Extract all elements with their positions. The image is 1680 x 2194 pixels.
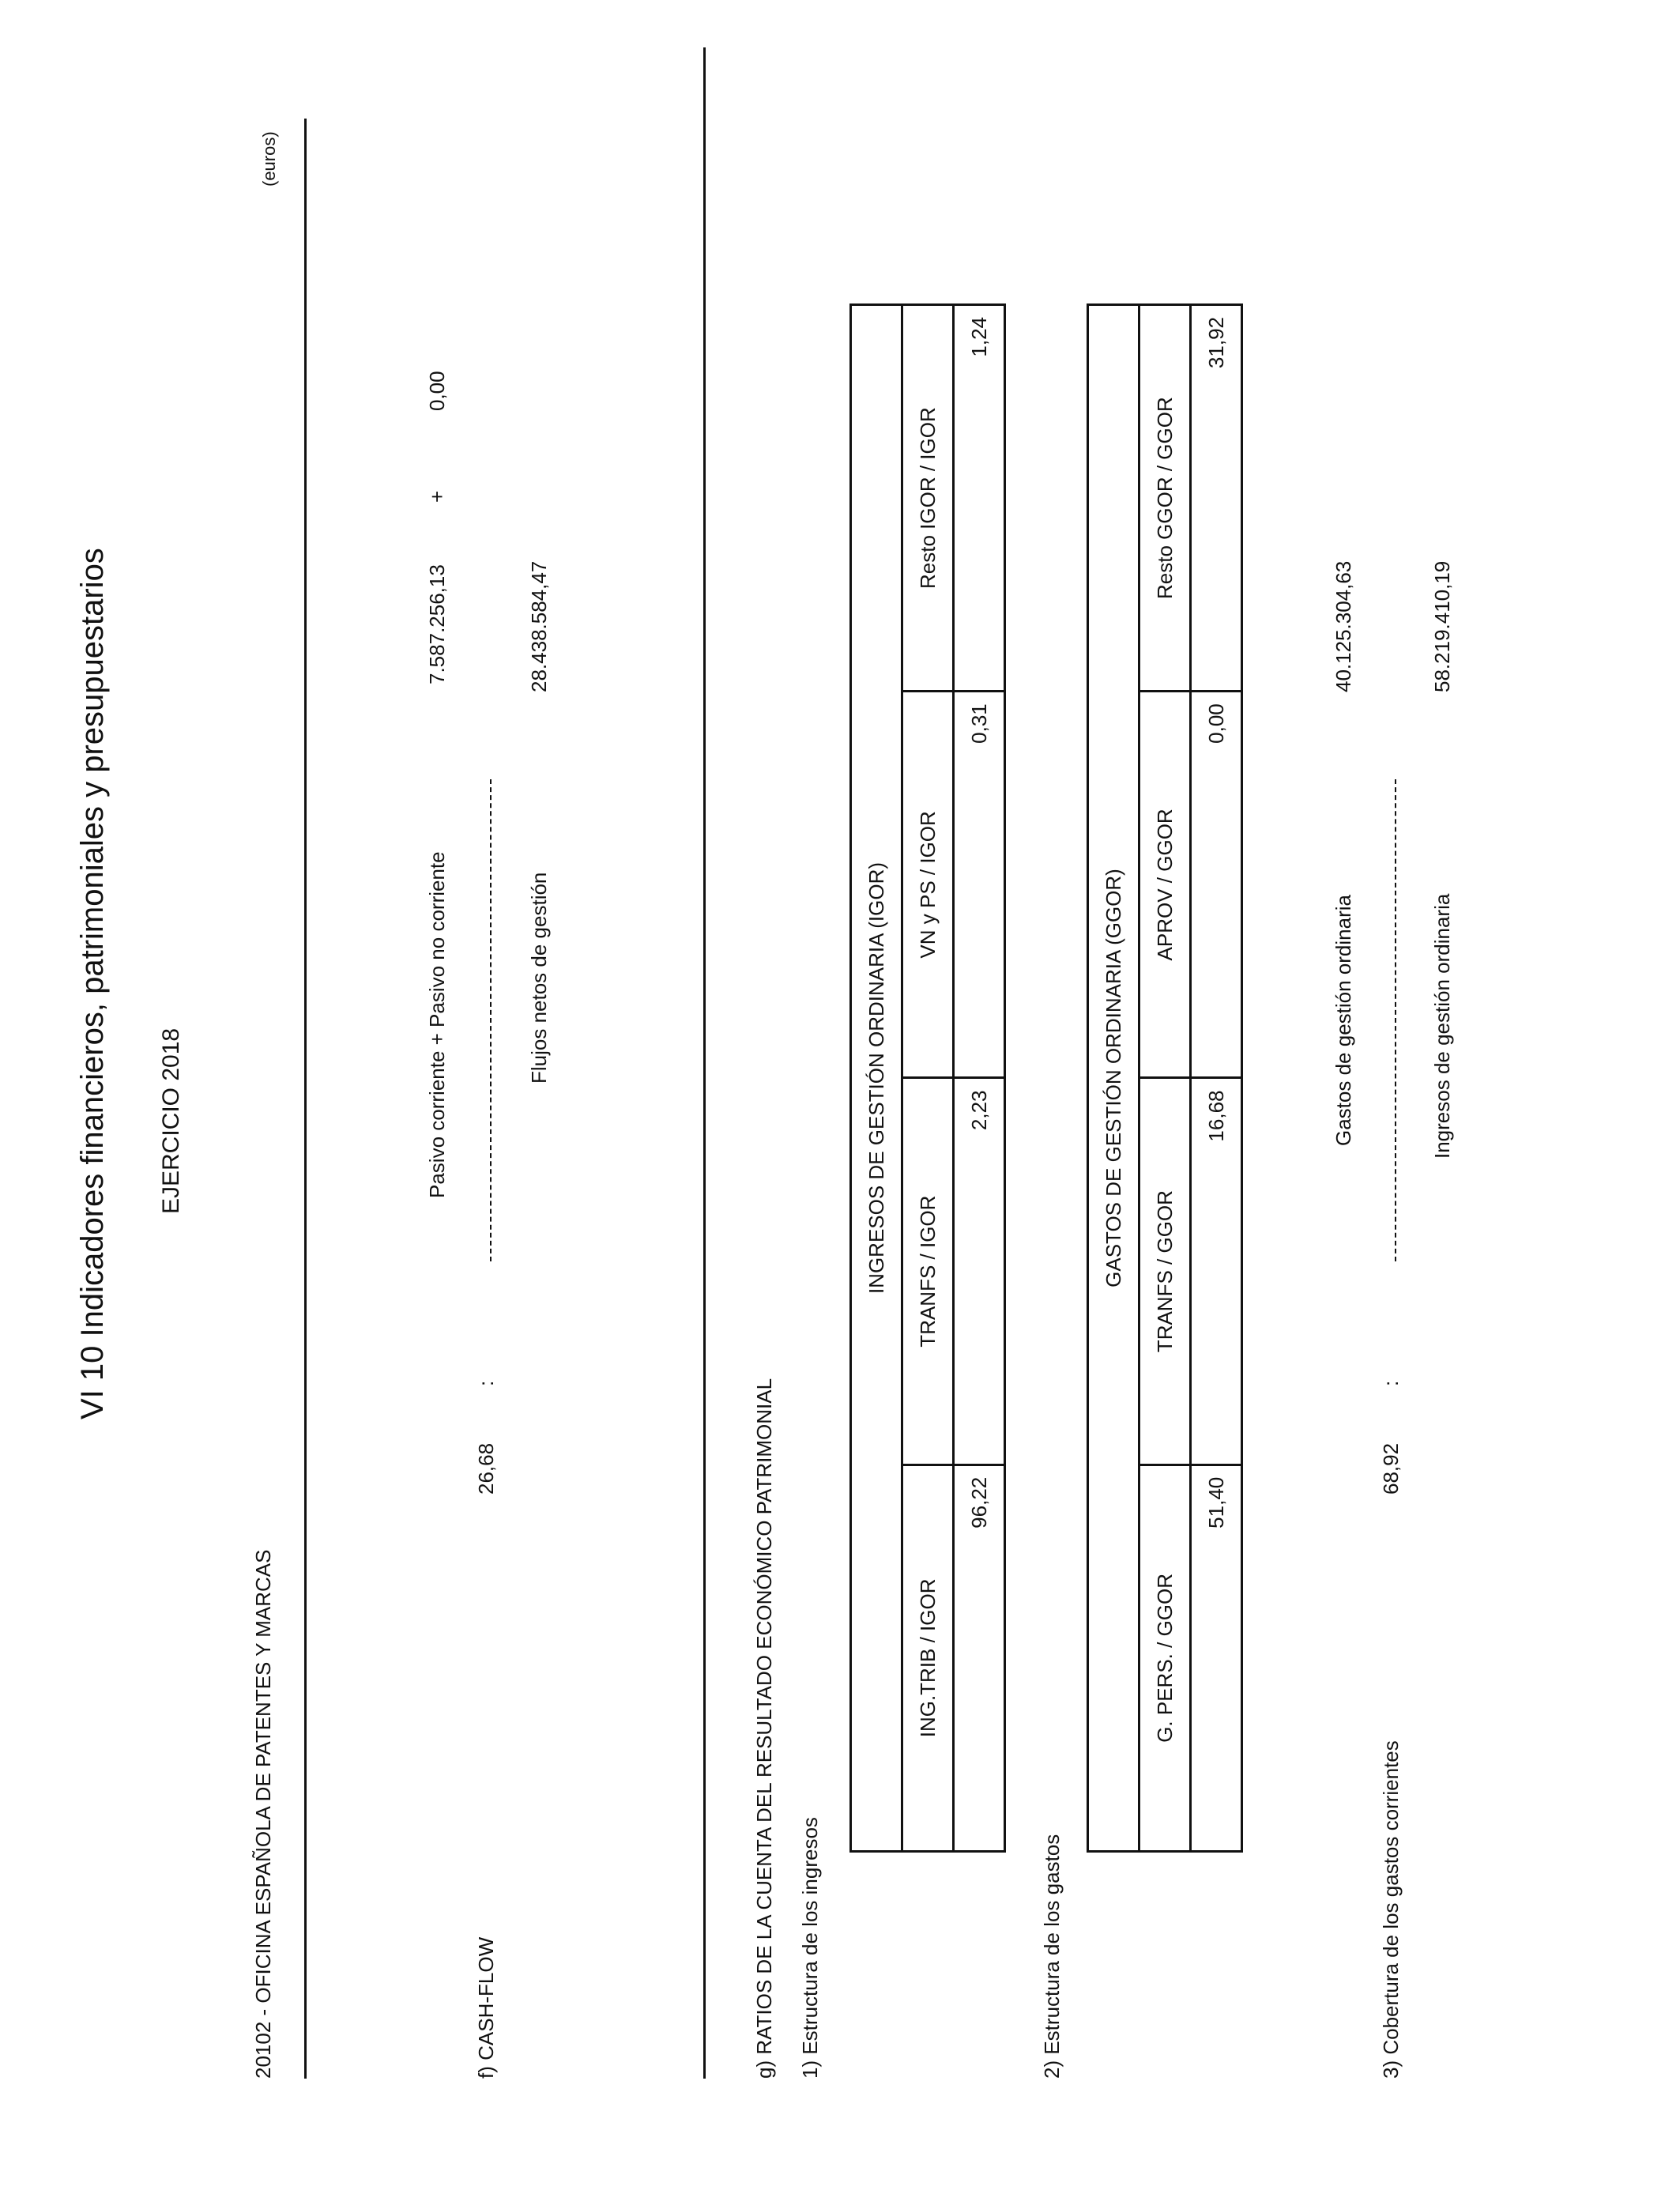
header-rule xyxy=(304,119,307,2079)
ingresos-value-vn-ps: 0,31 xyxy=(954,692,1005,1078)
section-g-title: g) RATIOS DE LA CUENTA DEL RESULTADO ECONÓMICO PATRIMONIAL xyxy=(752,1378,776,2079)
ingresos-header-row xyxy=(902,305,954,1852)
gastos-header-resto: Resto GGOR / GGOR xyxy=(1139,305,1191,692)
ingresos-table xyxy=(849,303,1006,1853)
cash-flow-value: 26,68 xyxy=(474,1442,498,1495)
gastos-value-g-pers: 51,40 xyxy=(1191,1465,1242,1851)
cobertura-fraction-bar xyxy=(1395,779,1396,1261)
cash-flow-plus: + xyxy=(425,490,449,503)
ingresos-header-vn-ps: VN y PS / IGOR xyxy=(902,692,954,1078)
gastos-value-aprov: 0,00 xyxy=(1191,692,1242,1078)
ingresos-value-row xyxy=(954,305,1005,1852)
gastos-header-row xyxy=(1139,305,1191,1852)
cash-flow-numerator-label: Pasivo corriente + Pasivo no corriente xyxy=(425,851,449,1198)
ingresos-header-resto: Resto IGOR / IGOR xyxy=(902,305,954,692)
cobertura-denominator-label: Ingresos de gestión ordinaria xyxy=(1430,893,1454,1159)
ingresos-title-row xyxy=(851,305,902,1852)
cash-flow-numerator-value-2: 0,00 xyxy=(425,371,449,411)
cash-flow-fraction-bar xyxy=(490,779,492,1261)
cobertura-denominator-value: 58.219.410,19 xyxy=(1430,560,1454,692)
gastos-header-g-pers: G. PERS. / GGOR xyxy=(1139,1465,1191,1851)
cash-flow-denominator-value: 28.438.584,47 xyxy=(527,560,551,692)
entity-name: 20102 - OFICINA ESPAÑOLA DE PATENTES Y MARCAS xyxy=(251,1549,275,2079)
gastos-label: 2) Estructura de los gastos xyxy=(1040,1834,1064,2079)
cash-flow-label: f) CASH-FLOW xyxy=(474,1936,498,2079)
cobertura-numerator-label: Gastos de gestión ordinaria xyxy=(1332,895,1355,1146)
gastos-header-aprov: APROV / GGOR xyxy=(1139,692,1191,1078)
gastos-header-tranfs: TRANFS / GGOR xyxy=(1139,1078,1191,1465)
ingresos-value-ing-trib: 96,22 xyxy=(954,1465,1005,1851)
cash-flow-numerator-value-1: 7.587.256,13 xyxy=(425,564,449,684)
ingresos-table-title: INGRESOS DE GESTIÓN ORDINARIA (IGOR) xyxy=(851,305,902,1852)
gastos-table xyxy=(1087,303,1243,1853)
units-label: (euros) xyxy=(259,131,279,187)
section-rule xyxy=(703,47,706,2079)
cobertura-label: 3) Cobertura de los gastos corrientes xyxy=(1379,1740,1403,2079)
ingresos-value-tranfs: 2,23 xyxy=(954,1078,1005,1465)
gastos-value-resto: 31,92 xyxy=(1191,305,1242,692)
cobertura-value: 68,92 xyxy=(1379,1442,1403,1495)
ingresos-value-resto: 1,24 xyxy=(954,305,1005,692)
cobertura-numerator-value: 40.125.304,63 xyxy=(1332,560,1355,692)
ingresos-header-tranfs: TRANFS / IGOR xyxy=(902,1078,954,1465)
exercise-year: EJERCICIO 2018 xyxy=(158,1027,184,1214)
ingresos-header-ing-trib: ING.TRIB / IGOR xyxy=(902,1465,954,1851)
gastos-value-row xyxy=(1191,305,1242,1852)
ingresos-label: 1) Estructura de los ingresos xyxy=(798,1817,822,2079)
page-title: VI 10 Indicadores financieros, patrimoniales y presupuestarios xyxy=(75,548,110,1419)
cobertura-colon: : xyxy=(1379,1380,1403,1386)
cash-flow-colon: : xyxy=(474,1380,498,1386)
gastos-title-row xyxy=(1088,305,1139,1852)
gastos-value-tranfs: 16,68 xyxy=(1191,1078,1242,1465)
cash-flow-denominator-label: Flujos netos de gestión xyxy=(527,872,551,1084)
gastos-table-title: GASTOS DE GESTIÓN ORDINARIA (GGOR) xyxy=(1088,305,1139,1852)
